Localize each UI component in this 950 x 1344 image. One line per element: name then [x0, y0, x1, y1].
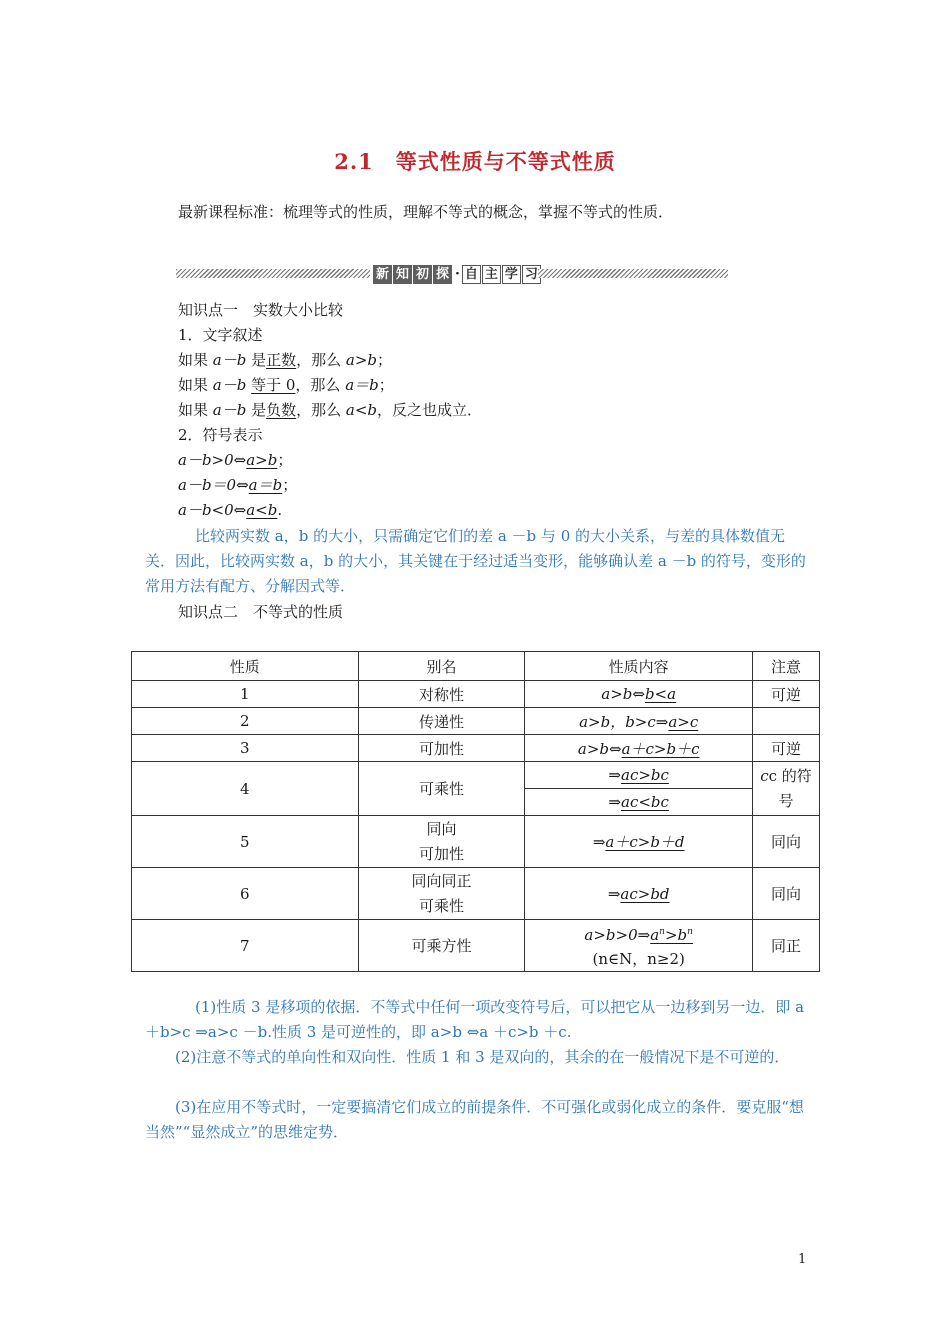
- banner-char: 初: [413, 265, 432, 284]
- banner-char: 新: [373, 265, 392, 284]
- note-compare: 比较两实数 a，b 的大小，只需确定它们的差 a －b 与 0 的大小关系，与差的具体数值无关．因此，比较两实数 a，b 的大小，其关键在于经过适当变形，能够确认差 a －b 的符号，变形的常用方法有配方、分解因式等．: [145, 527, 806, 595]
- subheading-text-description: 1．文字叙述: [178, 326, 263, 344]
- table-row: 6 同向同正 可乘性 ⇒ac>bd 同向: [132, 868, 820, 920]
- fill-answer: b<a: [644, 685, 677, 703]
- banner-dot: ·: [455, 266, 460, 282]
- fill-answer: a>c: [668, 712, 699, 731]
- note-2: (2)注意不等式的单向性和双向性．性质 1 和 3 是双向的，其余的在一般情况下是不可逆的．: [175, 1048, 790, 1066]
- banner-char: 探: [433, 265, 452, 284]
- banner-tag: [373, 264, 542, 284]
- fill-answer: ac>bd: [620, 884, 670, 903]
- course-standard: 最新课程标准：梳理等式的性质，理解不等式的概念，掌握不等式的性质．: [178, 203, 674, 221]
- banner-char: 主: [482, 265, 501, 284]
- section-heading-2: 知识点二 不等式的性质: [178, 603, 344, 621]
- column-header: 性质: [132, 652, 359, 681]
- text-line: 如果 a－b 是负数，那么 a<b，反之也成立．: [178, 401, 483, 419]
- section-heading-1: 知识点一 实数大小比较: [178, 301, 344, 319]
- column-header: 注意: [753, 652, 820, 681]
- banner-char: 学: [502, 265, 521, 284]
- table-row: 3 可加性 a>b⇔a＋c>b＋c 可逆: [132, 735, 820, 762]
- subheading-symbol: 2．符号表示: [178, 426, 263, 444]
- fill-answer: 正数: [266, 351, 297, 369]
- table-header-row: [132, 652, 820, 681]
- section-number: 2.1: [334, 149, 374, 174]
- banner-char: 自: [462, 265, 481, 284]
- symbol-line: a－b<0⇔a<b.: [178, 501, 283, 519]
- note-3: (3)在应用不等式时，一定要搞清它们成立的前提条件．不可强化或弱化成立的条件．要克服“想当然”“显然成立”的思维定势．: [145, 1098, 804, 1141]
- properties-table: [131, 651, 820, 972]
- fill-answer: a＋c>b＋c: [621, 739, 700, 758]
- table-row: 7 可乘方性 $a>b>0\Rightarrow a^n>b^n$ (n∈N，n≥2) 同正: [132, 920, 820, 972]
- fill-answer: a>b: [246, 451, 278, 469]
- fill-answer: a<b: [246, 501, 278, 519]
- note-1: (1)性质 3 是移项的依据．不等式中任何一项改变符号后，可以把它从一边移到另一边．即 a ＋b>c ⇒a>c －b.性质 3 是可逆性的，即 a>b ⇔a ＋c>b ＋c.: [145, 998, 805, 1041]
- condition: (n∈N，n≥2): [592, 950, 685, 968]
- fill-answer: ac>bc: [621, 766, 669, 784]
- banner-char: 知: [393, 265, 412, 284]
- fill-answer: a＋c>b＋d: [605, 833, 685, 851]
- text-line: 如果 a－b 等于 0，那么 a＝b；: [178, 376, 394, 394]
- page-number: 1: [798, 1252, 807, 1267]
- column-header: 性质内容: [525, 652, 753, 681]
- fill-answer: 负数: [266, 401, 297, 419]
- table-row: 1 对称性 a>b⇔b<a 可逆: [132, 681, 820, 708]
- table-row: ⇒ac<bc: [132, 789, 820, 816]
- symbol-line: a－b＝0⇔a＝b；: [178, 476, 298, 494]
- banner-stripe-right: [538, 269, 728, 278]
- banner-char: 习: [522, 265, 541, 284]
- column-header: 别名: [358, 652, 525, 681]
- banner-stripe-left: [176, 269, 370, 278]
- title-text: 等式性质与不等式性质: [395, 149, 616, 174]
- fill-answer: $a^n>b^n$: [650, 926, 693, 944]
- section-banner: [176, 264, 728, 284]
- fill-answer: a＝b: [248, 476, 283, 494]
- table-row: 2 传递性 a>b，b>c⇒a>c: [132, 708, 820, 735]
- fill-answer: 等于 0: [251, 376, 296, 394]
- fill-answer: ac<bc: [621, 793, 669, 811]
- table-row: 4 可乘性 ⇒ac>bc cc 的符 号: [132, 762, 820, 789]
- symbol-line: a－b>0⇔a>b；: [178, 451, 293, 469]
- table-row: 5 同向 可加性 ⇒a＋c>b＋d 同向: [132, 816, 820, 868]
- text-line: 如果 a－b 是正数，那么 a>b；: [178, 351, 393, 369]
- page-title: [0, 146, 950, 176]
